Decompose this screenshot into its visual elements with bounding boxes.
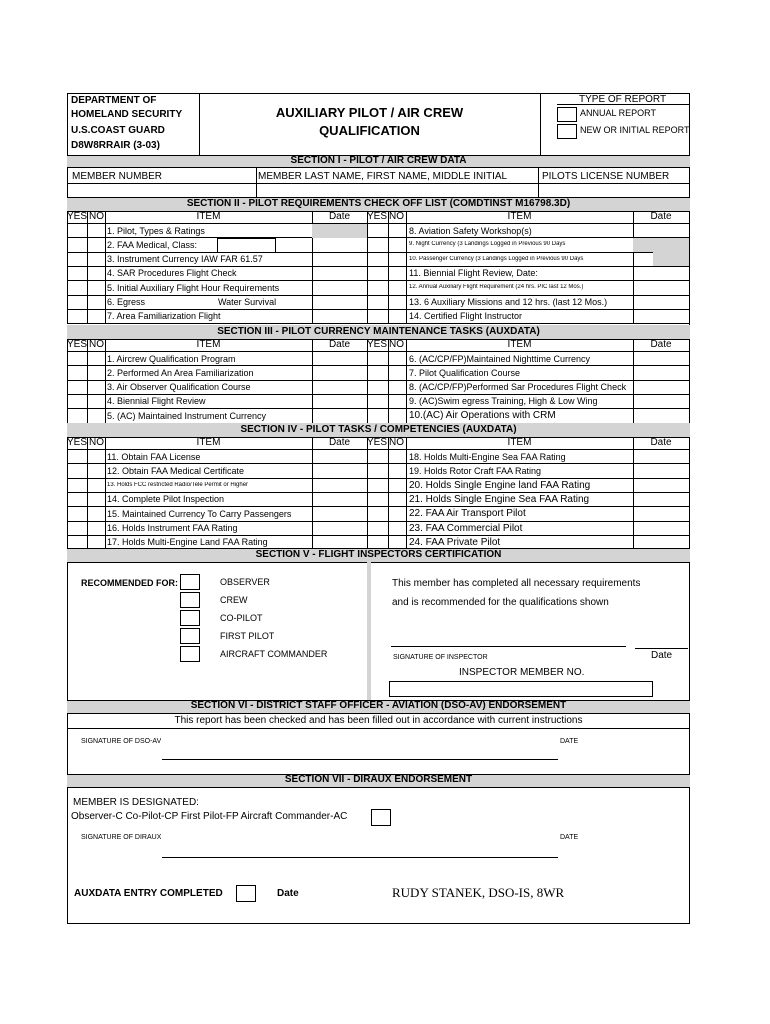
s3-row3-left-date-cell[interactable]: [313, 381, 366, 393]
s4-row1-left-yes-cell[interactable]: [68, 450, 85, 462]
inspector-date-line[interactable]: [635, 648, 688, 649]
s4-col-header-date-7: Date: [650, 437, 672, 448]
s3-right-item-3: 8. (AC/CP/FP)Performed Sar Procedures Flight Check: [409, 382, 627, 393]
s4-row2-right-date-cell[interactable]: [634, 464, 688, 476]
s3-left-item-3: 3. Air Observer Qualification Course: [107, 382, 251, 393]
s4-col-header-yes-0: YES: [67, 437, 88, 448]
inspector-signature-label: SIGNATURE OF INSPECTOR: [393, 654, 488, 661]
s4-row3-left-no-cell[interactable]: [88, 479, 105, 491]
crew-checkbox[interactable]: [180, 592, 200, 608]
inspector-statement-line1: This member has completed all necessary requirements: [392, 578, 641, 589]
section4-title: SECTION IV - PILOT TASKS / COMPETENCIES (AUXDATA): [240, 424, 517, 435]
s4-row2-right-no-cell[interactable]: [389, 464, 406, 476]
section1-title: SECTION I - PILOT / AIR CREW DATA: [290, 155, 467, 166]
designation-codes: Observer-C Co-Pilot-CP First Pilot-FP Aircraft Commander-AC: [71, 811, 348, 822]
observer-checkbox[interactable]: [180, 574, 200, 590]
s3-col-header-yes-0: YES: [67, 339, 88, 350]
s2-row2-left-yes-cell[interactable]: [68, 238, 85, 250]
s3-left-item-5: 5. (AC) Maintained Instrument Currency: [107, 410, 267, 421]
s4-left-item-2: 12. Obtain FAA Medical Certificate: [107, 465, 245, 476]
s3-col-header-yes-4: YES: [367, 339, 388, 350]
s3-col-header-item-2: ITEM: [196, 339, 221, 350]
s4-row3-right-no-cell[interactable]: [389, 479, 406, 491]
s3-row5-left-date-cell[interactable]: [313, 409, 366, 421]
auxdata-date-label: Date: [277, 888, 299, 899]
s4-row2-left-no-cell[interactable]: [88, 464, 105, 476]
s2-row6-right-date-cell[interactable]: [634, 296, 688, 308]
s2-row4-right-yes-cell[interactable]: [368, 267, 385, 279]
s4-right-item-2: 19. Holds Rotor Craft FAA Rating: [409, 465, 542, 476]
s3-row4-right-date-cell[interactable]: [634, 395, 688, 407]
form-title-line2: QUALIFICATION: [319, 123, 420, 138]
s2-col-header-yes-4: YES: [367, 211, 388, 222]
s4-left-item-7: 17. Holds Multi-Engine Land FAA Rating: [107, 537, 268, 548]
recommended-for-label: RECOMMENDED FOR:: [81, 578, 178, 588]
s4-right-item-5: 22. FAA Air Transport Pilot: [409, 508, 526, 520]
s2-right-item-6: 13. 6 Auxiliary Missions and 12 hrs. (last 12 Mos.): [409, 297, 608, 308]
annual-report-label: ANNUAL REPORT: [580, 108, 657, 118]
s4-row4-right-yes-cell[interactable]: [368, 493, 385, 505]
s3-row3-right-date-cell[interactable]: [634, 381, 688, 393]
s2-col-header-yes-0: YES: [67, 211, 88, 222]
faa-medical-class-field[interactable]: [217, 238, 276, 253]
s4-col-header-date-3: Date: [328, 437, 351, 448]
s3-right-item-1: 6. (AC/CP/FP)Maintained Nighttime Currency: [409, 353, 591, 364]
s2-row4-left-date-cell[interactable]: [313, 267, 366, 279]
s4-row2-left-yes-cell[interactable]: [68, 464, 85, 476]
s4-row4-left-date-cell[interactable]: [313, 493, 366, 505]
s4-left-item-6: 16. Holds Instrument FAA Rating: [107, 523, 238, 534]
s2-row5-right-no-cell[interactable]: [389, 281, 406, 293]
s4-right-item-3: 20. Holds Single Engine land FAA Rating: [409, 479, 591, 491]
inspector-statement-line2: and is recommended for the qualifications shown: [392, 597, 609, 608]
s3-col-header-item-6: ITEM: [507, 339, 532, 350]
s2-row1-right-no-cell[interactable]: [389, 224, 406, 236]
co-pilot-checkbox[interactable]: [180, 610, 200, 626]
s3-left-item-4: 4. Biennial Flight Review: [107, 396, 206, 407]
s2-row6-right-no-cell[interactable]: [389, 296, 406, 308]
s2-row7-right-date-cell[interactable]: [634, 310, 688, 322]
s4-row5-right-date-cell[interactable]: [634, 507, 688, 519]
s2-row4-right-no-cell[interactable]: [389, 267, 406, 279]
form-title-line1: AUXILIARY PILOT / AIR CREW: [275, 105, 464, 120]
s3-col-header-date-7: Date: [650, 339, 672, 350]
s3-right-item-5: 10.(AC) Air Operations with CRM: [409, 410, 556, 422]
s4-row7-right-date-cell[interactable]: [634, 536, 688, 548]
pilots-license-label: PILOTS LICENSE NUMBER: [542, 171, 670, 182]
s2-row7-right-no-cell[interactable]: [389, 310, 406, 322]
diraux-signature-line[interactable]: [162, 857, 558, 858]
s3-row1-right-no-cell[interactable]: [389, 352, 406, 364]
s4-row5-left-yes-cell[interactable]: [68, 507, 85, 519]
s4-row4-left-yes-cell[interactable]: [68, 493, 85, 505]
s2-row7-left-yes-cell[interactable]: [68, 310, 85, 322]
s4-row4-right-date-cell[interactable]: [634, 493, 688, 505]
dso-signature-line[interactable]: [162, 759, 558, 760]
s2-row3-left-yes-cell[interactable]: [68, 253, 85, 265]
s3-row1-left-yes-cell[interactable]: [68, 352, 85, 364]
s3-row3-left-no-cell[interactable]: [88, 381, 105, 393]
form-number: D8W8RRAIR (3-03): [71, 140, 160, 151]
s3-row4-left-no-cell[interactable]: [88, 395, 105, 407]
s2-row5-right-date-cell[interactable]: [634, 281, 688, 293]
s2-row7-left-no-cell[interactable]: [88, 310, 105, 322]
s4-row2-right-yes-cell[interactable]: [368, 464, 385, 476]
s2-left-item-3: 3. Instrument Currency IAW FAR 61.57: [107, 254, 263, 265]
s2-right-item-2: 9. Night Currency (3 Landings Logged in Previous 90 Days: [409, 241, 566, 248]
s4-row2-left-date-cell[interactable]: [313, 464, 366, 476]
s3-col-header-date-3: Date: [328, 339, 351, 350]
s3-row5-right-date-cell[interactable]: [634, 409, 688, 421]
s4-row7-left-yes-cell[interactable]: [68, 536, 85, 548]
s4-left-item-1: 11. Obtain FAA License: [107, 451, 201, 462]
s4-right-item-4: 21. Holds Single Engine Sea FAA Rating: [409, 493, 590, 505]
s3-row3-right-no-cell[interactable]: [389, 381, 406, 393]
s2-right-item-3: 10. Passenger Currency (3 Landings Logged in Previous 90 Days: [409, 255, 584, 262]
s2-row1-right-date-cell[interactable]: [634, 224, 688, 236]
diraux-date-label: DATE: [560, 834, 579, 841]
s2-row5-left-date-cell[interactable]: [313, 281, 366, 293]
s4-row6-right-date-cell[interactable]: [634, 522, 688, 534]
s4-col-header-item-6: ITEM: [507, 437, 532, 448]
s2-row2-right-no-cell[interactable]: [389, 238, 406, 250]
s3-row2-left-yes-cell[interactable]: [68, 366, 85, 378]
s3-row1-left-no-cell[interactable]: [88, 352, 105, 364]
s2-row7-right-yes-cell[interactable]: [368, 310, 385, 322]
s2-col-header-date-3: Date: [328, 211, 351, 222]
inspector-signature-line[interactable]: [391, 646, 626, 647]
member-number-label: MEMBER NUMBER: [72, 171, 163, 182]
s2-col-header-no-5: NO: [389, 211, 404, 222]
dept-line2: HOMELAND SECURITY: [71, 109, 183, 120]
s2-row7-left-date-cell[interactable]: [313, 310, 366, 322]
s4-row6-left-date-cell[interactable]: [313, 522, 366, 534]
s4-row5-left-date-cell[interactable]: [313, 507, 366, 519]
s4-row5-left-no-cell[interactable]: [88, 507, 105, 519]
s3-left-item-2: 2. Performed An Area Familiarization: [107, 367, 254, 378]
egress-water-survival-label: Water Survival: [218, 297, 277, 307]
s4-col-header-item-2: ITEM: [196, 437, 221, 448]
s2-col-header-item-2: ITEM: [196, 211, 221, 222]
s4-left-item-3: 13. Holds FCC restricted Radio/Tele Permit or Higher: [107, 481, 249, 488]
first-pilot-label: FIRST PILOT: [220, 631, 275, 641]
s4-row1-left-date-cell[interactable]: [313, 450, 366, 462]
s2-row2-right-yes-cell[interactable]: [368, 238, 385, 250]
aircraft-commander-label: AIRCRAFT COMMANDER: [220, 649, 328, 659]
s3-row4-right-yes-cell[interactable]: [368, 395, 385, 407]
s4-row7-right-no-cell[interactable]: [389, 536, 406, 548]
s2-row5-left-no-cell[interactable]: [88, 281, 105, 293]
inspector-member-no-label: INSPECTOR MEMBER NO.: [459, 667, 585, 678]
s2-row6-left-yes-cell[interactable]: [68, 296, 85, 308]
s4-row6-left-no-cell[interactable]: [88, 522, 105, 534]
dept-line1: DEPARTMENT OF: [71, 95, 157, 106]
s3-row2-left-date-cell[interactable]: [313, 366, 366, 378]
s4-row1-right-yes-cell[interactable]: [368, 450, 385, 462]
pilots-license-field[interactable]: [540, 184, 687, 196]
member-name-field[interactable]: [258, 184, 536, 196]
s3-row4-left-date-cell[interactable]: [313, 395, 366, 407]
aircraft-commander-checkbox[interactable]: [180, 646, 200, 662]
qualification-form: [67, 93, 690, 924]
s3-right-item-2: 7. Pilot Qualification Course: [409, 367, 521, 378]
s2-left-item-4: 4. SAR Procedures Flight Check: [107, 268, 237, 279]
section3-title: SECTION III - PILOT CURRENCY MAINTENANCE TASKS (AUXDATA): [217, 326, 540, 337]
s3-right-item-4: 9. (AC)Swim egress Training, High & Low Wing: [409, 396, 598, 407]
s4-left-item-5: 15. Maintained Currency To Carry Passengers: [107, 508, 292, 519]
s2-row1-left-yes-cell[interactable]: [68, 224, 85, 236]
annual-report-checkbox[interactable]: [557, 107, 577, 122]
s3-row5-right-no-cell[interactable]: [389, 409, 406, 421]
s3-col-header-no-5: NO: [389, 339, 404, 350]
s2-row2-left-no-cell[interactable]: [88, 238, 105, 250]
s2-right-item-7: 14. Certified Flight Instructor: [409, 311, 523, 322]
s2-row4-left-no-cell[interactable]: [88, 267, 105, 279]
s4-col-header-no-1: NO: [89, 437, 104, 448]
s4-row5-right-yes-cell[interactable]: [368, 507, 385, 519]
first-pilot-checkbox[interactable]: [180, 628, 200, 644]
s2-row4-left-yes-cell[interactable]: [68, 267, 85, 279]
member-name-label: MEMBER LAST NAME, FIRST NAME, MIDDLE INITIAL: [258, 171, 508, 182]
inspector-member-no-field[interactable]: [389, 681, 653, 697]
s3-row1-left-date-cell[interactable]: [313, 352, 366, 364]
diraux-signature-label: SIGNATURE OF DIRAUX: [81, 834, 162, 841]
s4-row4-left-no-cell[interactable]: [88, 493, 105, 505]
type-of-report-label: TYPE OF REPORT: [579, 94, 667, 105]
dept-line3: U.S.COAST GUARD: [71, 125, 165, 136]
s2-row3-right-yes-cell[interactable]: [368, 253, 385, 265]
observer-label: OBSERVER: [220, 577, 270, 587]
inspector-date-label: Date: [651, 650, 673, 661]
s2-row4-right-date-cell[interactable]: [634, 267, 688, 279]
s3-row5-left-yes-cell[interactable]: [68, 409, 85, 421]
s4-right-item-7: 24. FAA Private Pilot: [409, 536, 501, 548]
member-designated-label: MEMBER IS DESIGNATED:: [73, 797, 199, 808]
s4-row3-left-date-cell[interactable]: [313, 479, 366, 491]
s3-left-item-1: 1. Aircrew Qualification Program: [107, 353, 236, 364]
s4-row3-right-yes-cell[interactable]: [368, 479, 385, 491]
signer-name: RUDY STANEK, DSO-IS, 8WR: [392, 885, 565, 900]
s2-row2-left-date-cell[interactable]: [313, 238, 366, 250]
s2-row6-right-yes-cell[interactable]: [368, 296, 385, 308]
s3-row2-right-yes-cell[interactable]: [368, 366, 385, 378]
co-pilot-label: CO-PILOT: [220, 613, 263, 623]
s2-right-item-5: 12. Annual Auxiliary Flight Requirement (24 hrs. PIC last 12 Mos.): [409, 284, 584, 291]
s4-right-item-1: 18. Holds Multi-Engine Sea FAA Rating: [409, 451, 566, 462]
new-or-initial-report-label: NEW OR INITIAL REPORT: [580, 125, 690, 135]
s3-row1-right-date-cell[interactable]: [634, 352, 688, 364]
s3-row5-left-no-cell[interactable]: [88, 409, 105, 421]
s3-row4-left-yes-cell[interactable]: [68, 395, 85, 407]
s2-row1-left-no-cell[interactable]: [88, 224, 105, 236]
s2-row3-right-no-cell[interactable]: [389, 253, 406, 265]
dso-signature-label: SIGNATURE OF DSO-AV: [81, 738, 162, 745]
auxdata-entry-checkbox[interactable]: [236, 885, 256, 902]
designation-checkbox[interactable]: [371, 809, 391, 826]
s2-left-item-6: 6. Egress: [107, 297, 146, 308]
s3-row2-right-no-cell[interactable]: [389, 366, 406, 378]
s4-row1-right-date-cell[interactable]: [634, 450, 688, 462]
s4-right-item-6: 23. FAA Commercial Pilot: [409, 522, 523, 534]
s3-row1-right-yes-cell[interactable]: [368, 352, 385, 364]
s2-col-header-no-1: NO: [89, 211, 104, 222]
section5-title: SECTION V - FLIGHT INSPECTORS CERTIFICATION: [255, 549, 502, 560]
s3-row3-right-yes-cell[interactable]: [368, 381, 385, 393]
s2-left-item-2: 2. FAA Medical, Class:: [107, 239, 198, 250]
s4-row3-left-yes-cell[interactable]: [68, 479, 85, 491]
s4-row1-right-no-cell[interactable]: [389, 450, 406, 462]
s4-row6-right-no-cell[interactable]: [389, 522, 406, 534]
section2-title: SECTION II - PILOT REQUIREMENTS CHECK OFF LIST (COMDTINST M16798.3D): [186, 198, 571, 209]
s3-row4-right-no-cell[interactable]: [389, 395, 406, 407]
s2-col-header-date-7: Date: [650, 211, 672, 222]
s4-left-item-4: 14. Complete Pilot Inspection: [107, 494, 225, 505]
s2-left-item-7: 7. Area Familiarization Flight: [107, 311, 221, 322]
s4-row5-right-no-cell[interactable]: [389, 507, 406, 519]
s4-row4-right-no-cell[interactable]: [389, 493, 406, 505]
s2-col-header-item-6: ITEM: [507, 211, 532, 222]
new-or-initial-report-checkbox[interactable]: [557, 124, 577, 139]
s2-row6-left-no-cell[interactable]: [88, 296, 105, 308]
s3-row2-left-no-cell[interactable]: [88, 366, 105, 378]
s2-left-item-5: 5. Initial Auxiliary Flight Hour Requirements: [107, 282, 280, 293]
s4-row6-left-yes-cell[interactable]: [68, 522, 85, 534]
s2-row3-left-no-cell[interactable]: [88, 253, 105, 265]
s2-row5-left-yes-cell[interactable]: [68, 281, 85, 293]
s4-row7-left-no-cell[interactable]: [88, 536, 105, 548]
section7-title: SECTION VII - DIRAUX ENDORSEMENT: [284, 774, 473, 785]
s2-right-item-4: 11. Biennial Flight Review, Date:: [409, 268, 538, 279]
crew-label: CREW: [220, 595, 248, 605]
s4-row7-left-date-cell[interactable]: [313, 536, 366, 548]
s2-row1-right-yes-cell[interactable]: [368, 224, 385, 236]
auxdata-entry-label: AUXDATA ENTRY COMPLETED: [74, 888, 223, 899]
s4-col-header-no-5: NO: [389, 437, 404, 448]
s4-row6-right-yes-cell[interactable]: [368, 522, 385, 534]
s3-row3-left-yes-cell[interactable]: [68, 381, 85, 393]
s4-col-header-yes-4: YES: [367, 437, 388, 448]
dso-date-label: DATE: [560, 738, 579, 745]
s2-row6-left-date-cell[interactable]: [313, 296, 366, 308]
dso-statement: This report has been checked and has been filled out in accordance with current instructions: [174, 715, 583, 726]
s4-row7-right-yes-cell[interactable]: [368, 536, 385, 548]
s2-left-item-1: 1. Pilot, Types & Ratings: [107, 225, 205, 236]
s4-row3-right-date-cell[interactable]: [634, 479, 688, 491]
s3-row5-right-yes-cell[interactable]: [368, 409, 385, 421]
s4-row1-left-no-cell[interactable]: [88, 450, 105, 462]
member-number-field[interactable]: [69, 184, 253, 196]
s3-col-header-no-1: NO: [89, 339, 104, 350]
s2-row5-right-yes-cell[interactable]: [368, 281, 385, 293]
s3-row2-right-date-cell[interactable]: [634, 366, 688, 378]
s2-right-item-1: 8. Aviation Safety Workshop(s): [409, 225, 532, 236]
s2-row3-left-date-cell[interactable]: [313, 253, 366, 265]
section6-title: SECTION VI - DISTRICT STAFF OFFICER - AVIATION (DSO-AV) ENDORSEMENT: [190, 700, 567, 711]
